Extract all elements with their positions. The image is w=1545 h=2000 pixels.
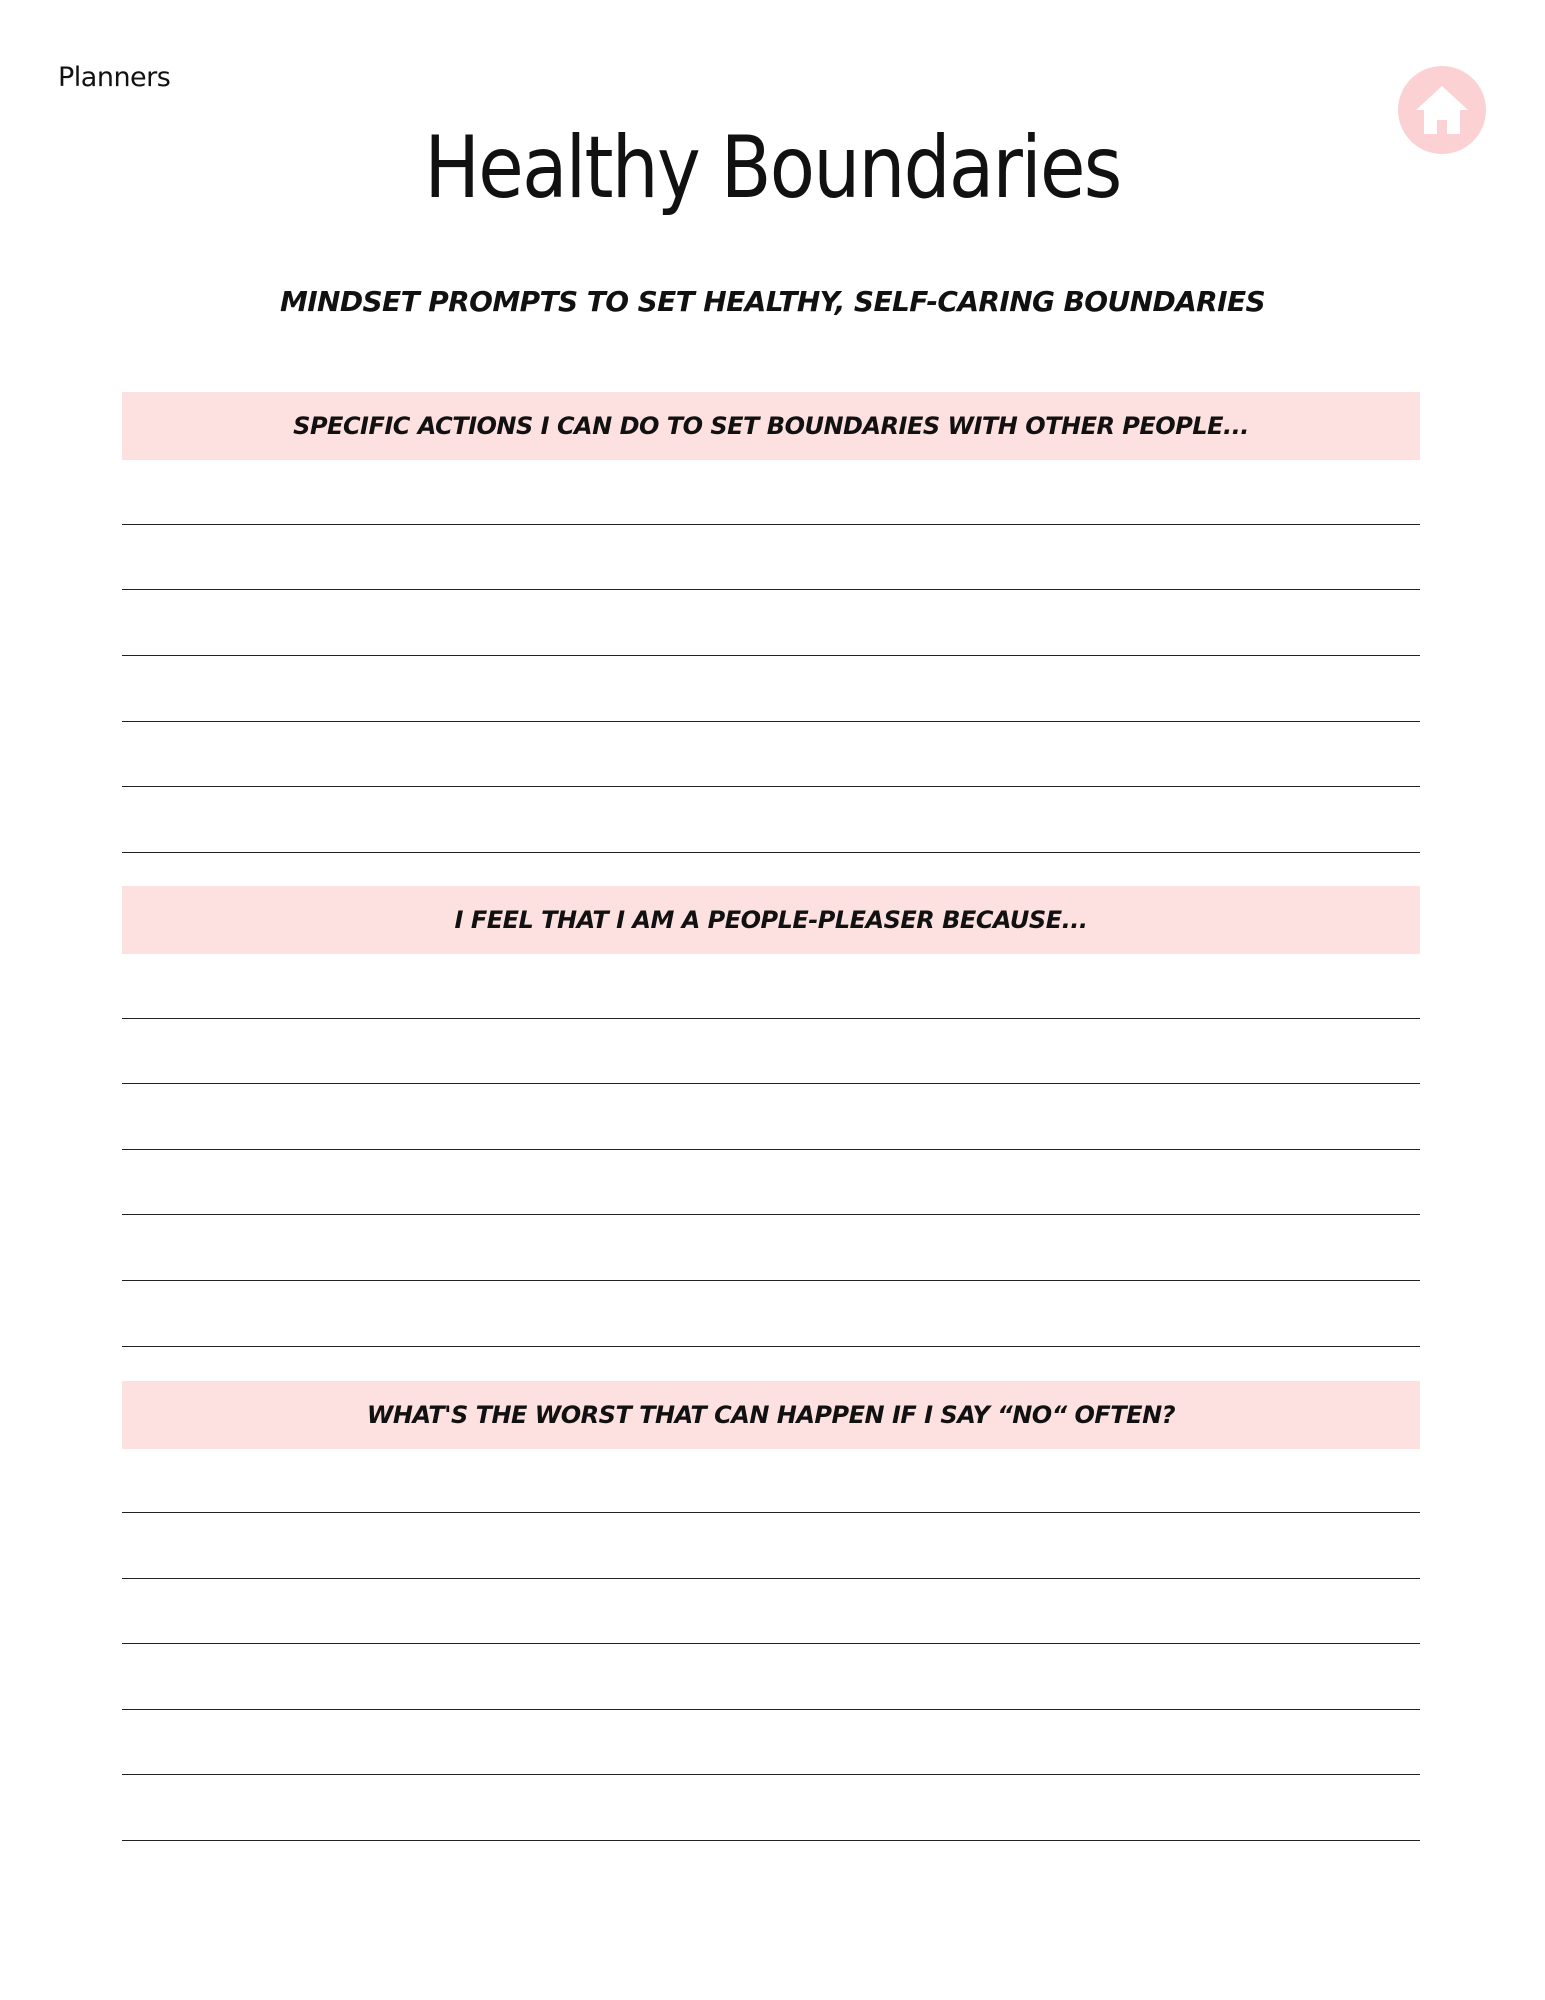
answer-line[interactable]: [122, 591, 1420, 656]
answer-line[interactable]: [122, 1579, 1420, 1644]
answer-line[interactable]: [122, 1150, 1420, 1215]
section-header-people-pleaser: [122, 886, 1420, 954]
answer-line[interactable]: [122, 1645, 1420, 1710]
planners-link[interactable]: Planners: [58, 62, 171, 93]
answer-line[interactable]: [122, 954, 1420, 1019]
answer-line[interactable]: [122, 1710, 1420, 1775]
answer-line[interactable]: [122, 1514, 1420, 1579]
section-prompt: SPECIFIC ACTIONS I CAN DO TO SET BOUNDARIES WITH OTHER PEOPLE...: [293, 412, 1249, 440]
section-header-saying-no: [122, 1381, 1420, 1449]
answer-line[interactable]: [122, 788, 1420, 853]
answer-line[interactable]: [122, 525, 1420, 590]
answer-line[interactable]: [122, 657, 1420, 722]
answer-line[interactable]: [122, 1448, 1420, 1513]
answer-line[interactable]: [122, 1019, 1420, 1084]
answer-line[interactable]: [122, 1216, 1420, 1281]
answer-line[interactable]: [122, 1776, 1420, 1841]
answer-line[interactable]: [122, 1085, 1420, 1150]
page-subtitle: MINDSET PROMPTS TO SET HEALTHY, SELF-CARING BOUNDARIES: [279, 285, 1266, 318]
answer-line[interactable]: [122, 722, 1420, 787]
answer-line[interactable]: [122, 460, 1420, 525]
section-header-boundary-actions: [122, 392, 1420, 460]
answer-line[interactable]: [122, 1282, 1420, 1347]
section-prompt: I FEEL THAT I AM A PEOPLE-PLEASER BECAUSE...: [454, 906, 1088, 934]
page-title: Healthy Boundaries: [424, 118, 1121, 218]
section-prompt: WHAT'S THE WORST THAT CAN HAPPEN IF I SAY “NO“ OFTEN?: [366, 1401, 1176, 1429]
